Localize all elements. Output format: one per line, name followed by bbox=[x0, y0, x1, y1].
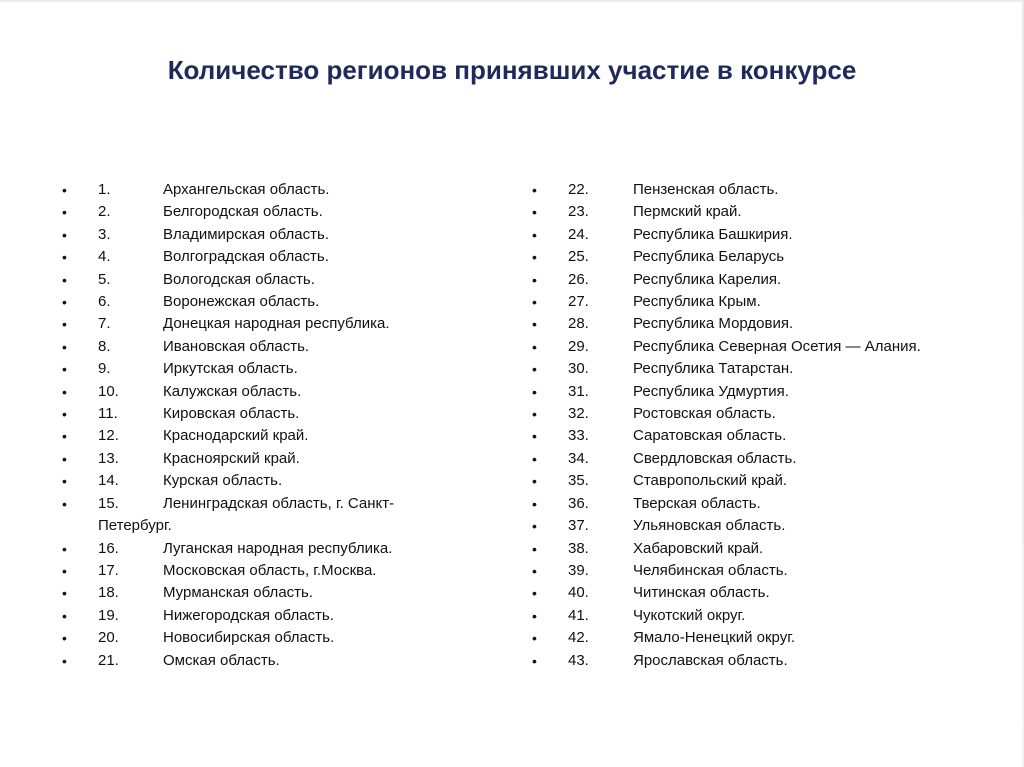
bullet-icon: • bbox=[532, 585, 537, 602]
bullet-icon: • bbox=[62, 473, 67, 490]
region-name: Владимирская область. bbox=[163, 225, 329, 243]
list-item bbox=[532, 269, 992, 291]
bullet-icon: • bbox=[532, 226, 537, 243]
list-item bbox=[532, 291, 992, 313]
list-item bbox=[62, 336, 462, 358]
item-number: 25. bbox=[568, 248, 589, 266]
bullet-icon: • bbox=[532, 182, 537, 198]
item-number: 40. bbox=[568, 584, 589, 602]
bullet-icon: • bbox=[62, 406, 67, 423]
item-number: 35. bbox=[568, 472, 589, 490]
bullet-icon: • bbox=[62, 585, 67, 602]
region-name: Саратовская область. bbox=[633, 427, 787, 445]
region-name: Ямало-Ненецкий округ. bbox=[633, 629, 796, 647]
item-number: 10. bbox=[98, 382, 119, 400]
region-name: Тверская область. bbox=[633, 494, 761, 512]
bullet-icon: • bbox=[62, 361, 67, 378]
bullet-icon: • bbox=[532, 630, 537, 647]
list-item bbox=[62, 313, 462, 335]
list-item bbox=[532, 201, 992, 223]
bullet-icon: • bbox=[62, 316, 67, 333]
list-item bbox=[62, 179, 462, 201]
region-name: Пермский край. bbox=[633, 203, 742, 221]
region-name: Донецкая народная республика. bbox=[163, 315, 390, 333]
list-item bbox=[62, 425, 462, 447]
item-number: 31. bbox=[568, 382, 589, 400]
list-item bbox=[532, 650, 992, 672]
list-item bbox=[62, 291, 462, 313]
region-name: Вологодская область. bbox=[163, 270, 315, 288]
bullet-icon: • bbox=[532, 204, 537, 221]
item-number: 6. bbox=[98, 293, 111, 311]
region-name: Нижегородская область. bbox=[163, 606, 334, 624]
item-number: 34. bbox=[568, 449, 589, 467]
item-number: 7. bbox=[98, 315, 111, 333]
item-number: 15. bbox=[98, 494, 119, 512]
list-item bbox=[532, 336, 992, 358]
region-name: Волгоградская область. bbox=[163, 248, 329, 266]
item-number: 29. bbox=[568, 337, 589, 355]
list-item bbox=[62, 650, 462, 672]
bullet-icon: • bbox=[62, 204, 67, 221]
list-item bbox=[532, 560, 992, 582]
region-name: Республика Северная Осетия — Алания. bbox=[633, 337, 921, 355]
item-number: 37. bbox=[568, 517, 589, 535]
bullet-icon: • bbox=[62, 495, 67, 512]
region-name: Пензенская область. bbox=[633, 181, 779, 198]
list-item bbox=[532, 515, 992, 537]
region-name: Республика Удмуртия. bbox=[633, 382, 789, 400]
item-number: 19. bbox=[98, 606, 119, 624]
list-item bbox=[532, 448, 992, 470]
list-item bbox=[62, 470, 462, 492]
list-item bbox=[62, 224, 462, 246]
list-item bbox=[62, 493, 462, 538]
region-name: Республика Татарстан. bbox=[633, 360, 794, 378]
region-name: Ульяновская область. bbox=[633, 517, 786, 535]
bullet-icon: • bbox=[62, 540, 67, 557]
list-item bbox=[532, 403, 992, 425]
list-item bbox=[532, 246, 992, 268]
bullet-icon: • bbox=[532, 271, 537, 288]
list-item bbox=[62, 538, 462, 560]
item-number: 17. bbox=[98, 561, 119, 579]
region-name: Архангельская область. bbox=[163, 181, 330, 198]
region-name: Новосибирская область. bbox=[163, 629, 335, 647]
item-number: 21. bbox=[98, 651, 119, 669]
region-name: Воронежская область. bbox=[163, 293, 320, 311]
item-number: 16. bbox=[98, 539, 119, 557]
bullet-icon: • bbox=[532, 540, 537, 557]
item-number: 8. bbox=[98, 337, 111, 355]
region-name: Московская область, г.Москва. bbox=[163, 561, 377, 579]
region-name: Калужская область. bbox=[163, 382, 302, 400]
list-item bbox=[532, 605, 992, 627]
list-item bbox=[532, 582, 992, 604]
item-number: 33. bbox=[568, 427, 589, 445]
item-number: 24. bbox=[568, 225, 589, 243]
list-item bbox=[532, 493, 992, 515]
item-number: 18. bbox=[98, 584, 119, 602]
region-name: Ярославская область. bbox=[633, 651, 788, 669]
list-item bbox=[62, 381, 462, 403]
region-name: Курская область. bbox=[163, 472, 283, 490]
slide-title: Количество регионов принявших участие в конкурсе bbox=[167, 55, 857, 85]
region-name: Омская область. bbox=[163, 651, 280, 669]
item-number: 26. bbox=[568, 270, 589, 288]
region-list-left bbox=[62, 179, 462, 672]
item-number: 12. bbox=[98, 427, 119, 445]
bullet-icon: • bbox=[62, 338, 67, 355]
list-item bbox=[62, 246, 462, 268]
item-number: 4. bbox=[98, 248, 111, 266]
list-item bbox=[62, 358, 462, 380]
slide-top-edge bbox=[0, 0, 1024, 2]
bullet-icon: • bbox=[532, 316, 537, 333]
list-item bbox=[62, 605, 462, 627]
region-name: Республика Беларусь bbox=[633, 248, 785, 266]
item-number: 30. bbox=[568, 360, 589, 378]
bullet-icon: • bbox=[62, 630, 67, 647]
region-name: Республика Крым. bbox=[633, 293, 761, 311]
list-item bbox=[62, 582, 462, 604]
region-name-continuation: Петербург. bbox=[98, 517, 172, 535]
region-name: Свердловская область. bbox=[633, 449, 797, 467]
list-item bbox=[62, 560, 462, 582]
region-name: Читинская область. bbox=[633, 584, 770, 602]
region-name: Луганская народная республика. bbox=[163, 539, 393, 557]
region-name: Белгородская область. bbox=[163, 203, 323, 221]
bullet-icon: • bbox=[62, 226, 67, 243]
item-number: 23. bbox=[568, 203, 589, 221]
item-number: 3. bbox=[98, 225, 111, 243]
item-number: 36. bbox=[568, 494, 589, 512]
list-item bbox=[532, 179, 992, 201]
bullet-icon: • bbox=[532, 294, 537, 311]
region-name: Ленинградская область, г. Санкт- bbox=[163, 494, 395, 512]
list-item bbox=[532, 425, 992, 447]
list-item bbox=[532, 627, 992, 649]
item-number: 1. bbox=[98, 181, 111, 198]
bullet-icon: • bbox=[532, 450, 537, 467]
bullet-icon: • bbox=[532, 338, 537, 355]
bullet-icon: • bbox=[62, 562, 67, 579]
item-number: 38. bbox=[568, 539, 589, 557]
item-number: 22. bbox=[568, 181, 589, 198]
item-number: 27. bbox=[568, 293, 589, 311]
region-name: Мурманская область. bbox=[163, 584, 314, 602]
region-name: Хабаровский край. bbox=[633, 539, 764, 557]
region-name: Иркутская область. bbox=[163, 360, 298, 378]
item-number: 20. bbox=[98, 629, 119, 647]
bullet-icon: • bbox=[62, 607, 67, 624]
bullet-icon: • bbox=[62, 182, 67, 198]
item-number: 41. bbox=[568, 606, 589, 624]
list-item bbox=[532, 470, 992, 492]
list-item bbox=[532, 313, 992, 335]
bullet-icon: • bbox=[62, 428, 67, 445]
region-list-right bbox=[532, 179, 992, 672]
region-name: Челябинская область. bbox=[633, 561, 788, 579]
region-name: Республика Мордовия. bbox=[633, 315, 794, 333]
bullet-icon: • bbox=[532, 383, 537, 400]
bullet-icon: • bbox=[62, 249, 67, 266]
item-number: 2. bbox=[98, 203, 111, 221]
bullet-icon: • bbox=[532, 473, 537, 490]
item-number: 9. bbox=[98, 360, 111, 378]
bullet-icon: • bbox=[62, 450, 67, 467]
region-name: Ставропольский край. bbox=[633, 472, 788, 490]
item-number: 39. bbox=[568, 561, 589, 579]
bullet-icon: • bbox=[532, 406, 537, 423]
region-name: Краснодарский край. bbox=[163, 427, 309, 445]
bullet-icon: • bbox=[532, 518, 537, 535]
list-item bbox=[62, 201, 462, 223]
bullet-icon: • bbox=[62, 271, 67, 288]
bullet-icon: • bbox=[62, 294, 67, 311]
list-item bbox=[62, 403, 462, 425]
list-item bbox=[532, 358, 992, 380]
list-item bbox=[532, 538, 992, 560]
list-item bbox=[62, 627, 462, 649]
bullet-icon: • bbox=[532, 495, 537, 512]
region-name: Республика Карелия. bbox=[633, 270, 782, 288]
list-item bbox=[62, 269, 462, 291]
bullet-icon: • bbox=[532, 428, 537, 445]
list-item bbox=[532, 224, 992, 246]
bullet-icon: • bbox=[532, 361, 537, 378]
item-number: 42. bbox=[568, 629, 589, 647]
region-name: Чукотский округ. bbox=[633, 606, 746, 624]
region-name: Ивановская область. bbox=[163, 337, 310, 355]
bullet-icon: • bbox=[532, 607, 537, 624]
item-number: 11. bbox=[98, 405, 118, 423]
item-number: 14. bbox=[98, 472, 119, 490]
bullet-icon: • bbox=[62, 383, 67, 400]
list-item bbox=[532, 381, 992, 403]
region-name: Кировская область. bbox=[163, 405, 300, 423]
item-number: 32. bbox=[568, 405, 589, 423]
bullet-icon: • bbox=[532, 652, 537, 669]
item-number: 5. bbox=[98, 270, 111, 288]
bullet-icon: • bbox=[532, 562, 537, 579]
item-number: 43. bbox=[568, 651, 589, 669]
region-name: Республика Башкирия. bbox=[633, 225, 793, 243]
region-name: Ростовская область. bbox=[633, 405, 776, 423]
list-item bbox=[62, 448, 462, 470]
bullet-icon: • bbox=[62, 652, 67, 669]
item-number: 13. bbox=[98, 449, 119, 467]
region-name: Красноярский край. bbox=[163, 449, 300, 467]
bullet-icon: • bbox=[532, 249, 537, 266]
item-number: 28. bbox=[568, 315, 589, 333]
